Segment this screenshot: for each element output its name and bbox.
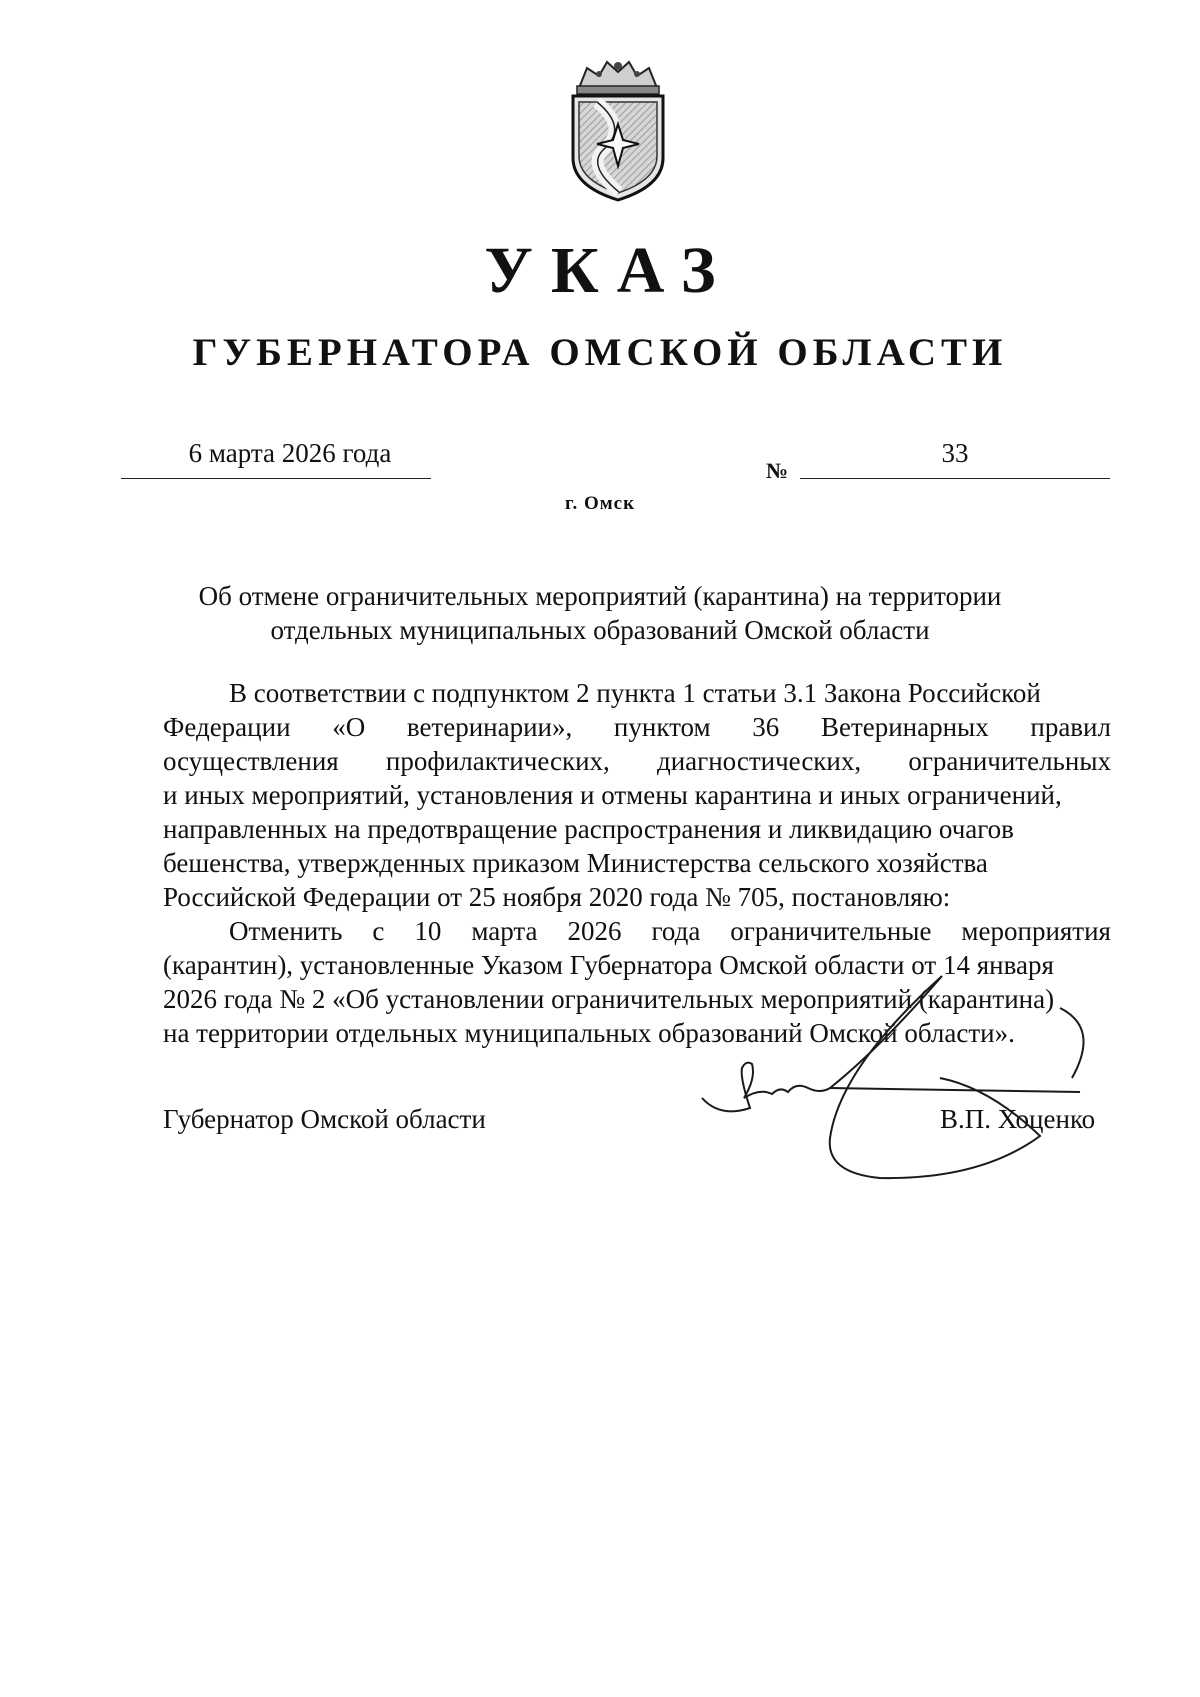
- body-line: (карантин), установленные Указом Губернатора Омской области от 14 января: [163, 950, 1054, 980]
- body-word: Отменить: [229, 916, 343, 946]
- body-word: профилактических,: [385, 746, 610, 776]
- body-word: мероприятия: [961, 916, 1111, 946]
- date-underline: [121, 478, 431, 479]
- body-word: с: [372, 916, 385, 946]
- body-word: 10: [414, 916, 442, 946]
- body-line: [163, 744, 1111, 778]
- body-word: 2026: [567, 916, 622, 946]
- signatory-name: В.П. Хоценко: [940, 1104, 1096, 1134]
- body-line: направленных на предотвращение распространения и ликвидацию очагов: [163, 814, 1014, 844]
- body-line: на территории отдельных муниципальных образований Омской области».: [163, 1018, 1015, 1048]
- body-word: Федерации: [163, 712, 291, 742]
- body-line: и иных мероприятий, установления и отмены карантина и иных ограничений,: [163, 780, 1062, 810]
- body-line: Российской Федерации от 25 ноября 2020 года № 705, постановляю:: [163, 882, 951, 912]
- body-line-text: В соответствии с подпунктом 2 пункта 1 статьи 3.1 Закона Российской: [229, 678, 1041, 708]
- body-word: ограничительных: [908, 746, 1111, 776]
- number-underline: [800, 478, 1110, 479]
- body-word: осуществления: [163, 746, 339, 776]
- body-line: [163, 914, 1111, 948]
- document-date: 6 марта 2026 года: [188, 438, 392, 468]
- body-word: диагностических,: [656, 746, 862, 776]
- heading-line: Об отмене ограничительных мероприятий (карантина) на территории: [198, 581, 1002, 611]
- number-sign: №: [766, 458, 789, 483]
- handwritten-signature: [680, 968, 1100, 1198]
- body-word: ограничительные: [730, 916, 932, 946]
- body-word: Ветеринарных: [820, 712, 989, 742]
- document-heading: [0, 579, 1200, 647]
- document-city: г. Омск: [564, 493, 636, 514]
- body-line: [163, 676, 1111, 710]
- document-number: 33: [941, 438, 969, 468]
- coat-of-arms-emblem: [557, 58, 679, 204]
- body-word: 36: [752, 712, 780, 742]
- body-word: марта: [471, 916, 538, 946]
- body-line: [163, 710, 1111, 744]
- body-word: правил: [1030, 712, 1111, 742]
- heading-line: отдельных муниципальных образований Омской области: [270, 615, 930, 645]
- document-title: УКАЗ: [484, 234, 734, 307]
- body-word: года: [651, 916, 701, 946]
- body-line: 2026 года № 2 «Об установлении ограничительных мероприятий (карантина): [163, 984, 1055, 1014]
- body-line: бешенства, утвержденных приказом Министерства сельского хозяйства: [163, 848, 988, 878]
- document-subtitle: ГУБЕРНАТОРА ОМСКОЙ ОБЛАСТИ: [192, 331, 1008, 374]
- body-word: пунктом: [613, 712, 711, 742]
- signatory-position: Губернатор Омской области: [163, 1104, 486, 1134]
- body-word: «О: [332, 712, 366, 742]
- body-word: ветеринарии»,: [406, 712, 573, 742]
